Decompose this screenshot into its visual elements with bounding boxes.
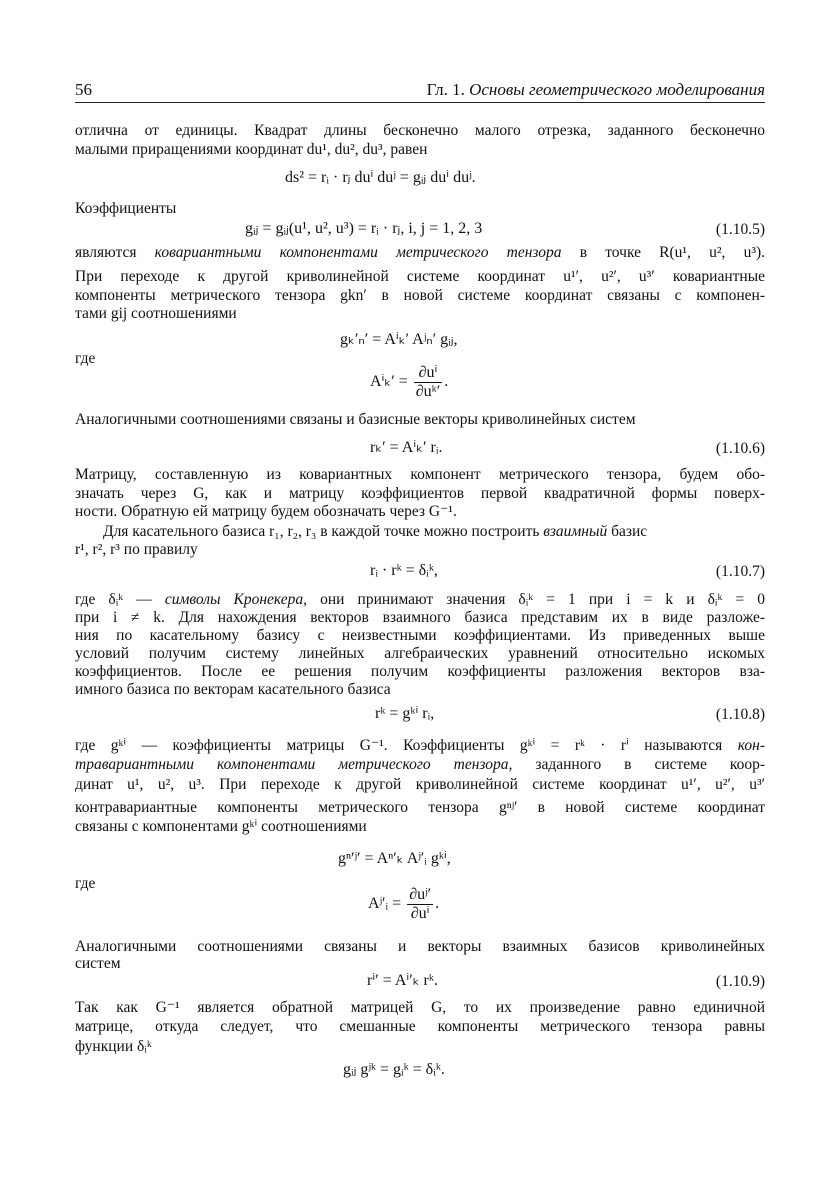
equation-number: (1.10.6) [715, 440, 765, 457]
equation: gᵢⱼ gʲᵏ = gᵢᵏ = δᵢᵏ. [343, 1061, 445, 1078]
text-line: связаны с компонентами gᵏⁱ соотношениями [75, 818, 367, 835]
page-number: 56 [75, 80, 92, 99]
equation-number: (1.10.8) [715, 706, 765, 723]
text-line: функции δᵢᵏ [75, 1038, 152, 1055]
text-line: Так как G⁻¹ является обратной матрицей G, то их произведение равно единичной [75, 999, 765, 1016]
text-line: где [75, 875, 96, 892]
running-header [75, 80, 765, 103]
text-line: динат u¹, u², u³. При переходе к другой криволинейной системе координат u¹′, u²′, u³′ [75, 776, 765, 793]
equation: gⁿ′ʲ′ = Aⁿ′ₖ Aʲ′ᵢ gᵏⁱ, [338, 850, 451, 867]
text-line: тами gij соотношениями [75, 305, 237, 322]
text-line: имного базиса по векторам касательного базиса [75, 681, 391, 698]
equation: Aʲ′ᵢ = $\frac{\text{∂uʲ′}}{\text{∂uⁱ}}$ . [368, 886, 440, 922]
text-line: где δᵢᵏ — символы Кронекера, они принимают значения δᵢᵏ = 1 при i = k и δᵢᵏ = 0 [75, 591, 765, 608]
text-line: отлична от единицы. Квадрат длины бесконечно малого отрезка, заданного бесконечно [75, 122, 765, 139]
equation: rₖ′ = Aⁱₖ′ rᵢ. [370, 439, 443, 456]
text-line: где gᵏⁱ — коэффициенты матрицы G⁻¹. Коэффициенты gᵏⁱ = rᵏ · rⁱ называются кон- [75, 737, 766, 754]
equation: rᵏ = gᵏⁱ rᵢ, [375, 705, 435, 722]
text-line: систем [75, 955, 121, 972]
equation: gᵢⱼ = gᵢⱼ(u¹, u², u³) = rᵢ · rⱼ, i, j = 1, 2, 3 [245, 220, 483, 237]
equation-number: (1.10.7) [715, 563, 765, 580]
text-line: где [75, 350, 96, 367]
text-line: Аналогичными соотношениями связаны и векторы взаимных базисов криволинейных [75, 938, 765, 955]
text-line: ности. Обратную ей матрицу будем обозначать через G⁻¹. [75, 503, 457, 520]
text-line: компоненты метрического тензора gkn′ в новой системе координат связаны с компонен- [75, 287, 765, 304]
text-line: коэффициентов. После ее решения получим коэффициенты разложения векторов вза- [75, 663, 765, 680]
text-line: Для касательного базиса r₁, r₂, r₃ в каждой точке можно построить взаимный базис [103, 523, 648, 540]
text-line: условий получим систему линейных алгебраических уравнений относительно искомых [75, 645, 765, 662]
chapter-heading: Гл. 1. Основы геометрического моделирования [426, 80, 765, 99]
equation: ds² = rᵢ · rⱼ duⁱ duʲ = gᵢⱼ duⁱ duʲ. [285, 169, 476, 186]
text-line: травариантными компонентами метрического тензора, заданного в системе коор- [75, 756, 766, 773]
text-line: матрице, откуда следует, что смешанные компоненты метрического тензора равны [75, 1018, 765, 1035]
equation-number: (1.10.9) [715, 973, 765, 990]
text-line: при i ≠ k. Для нахождения векторов взаимного базиса представим их в виде разложе- [75, 609, 765, 626]
equation: Aⁱₖ′ = $\frac{\text{∂uⁱ}}{\text{∂uᵏ′}}$ . [370, 364, 449, 400]
text-line: r¹, r², r³ по правилу [75, 541, 198, 558]
text-line: При переходе к другой криволинейной системе координат u¹′, u²′, u³′ ковариантные [75, 268, 765, 285]
text-line: контравариантные компоненты метрического тензора gⁿʲ′ в новой системе координат [75, 799, 765, 816]
equation: rᵢ · rᵏ = δᵢᵏ, [370, 562, 438, 579]
text-line: малыми приращениями координат du¹, du², du³, равен [75, 141, 428, 158]
text-line: являются ковариантными компонентами метрического тензора в точке R(u¹, u², u³). [75, 244, 766, 261]
text-line: Коэффициенты [75, 200, 177, 217]
equation-number: (1.10.5) [715, 221, 765, 238]
text-line: Аналогичными соотношениями связаны и базисные векторы криволинейных систем [75, 411, 636, 428]
text-line: значать через G, как и матрицу коэффициентов первой квадратичной формы поверх- [75, 485, 765, 502]
text-line: Матрицу, составленную из ковариантных компонент метрического тензора, будем обо- [75, 466, 765, 483]
equation: rⁱ′ = Aⁱ′ₖ rᵏ. [367, 972, 438, 989]
text-line: ния по касательному базису с неизвестными коэффициентами. Из приведенных выше [75, 627, 765, 644]
equation: gₖ′ₙ′ = Aⁱₖ′ Aʲₙ′ gᵢⱼ, [340, 331, 458, 348]
